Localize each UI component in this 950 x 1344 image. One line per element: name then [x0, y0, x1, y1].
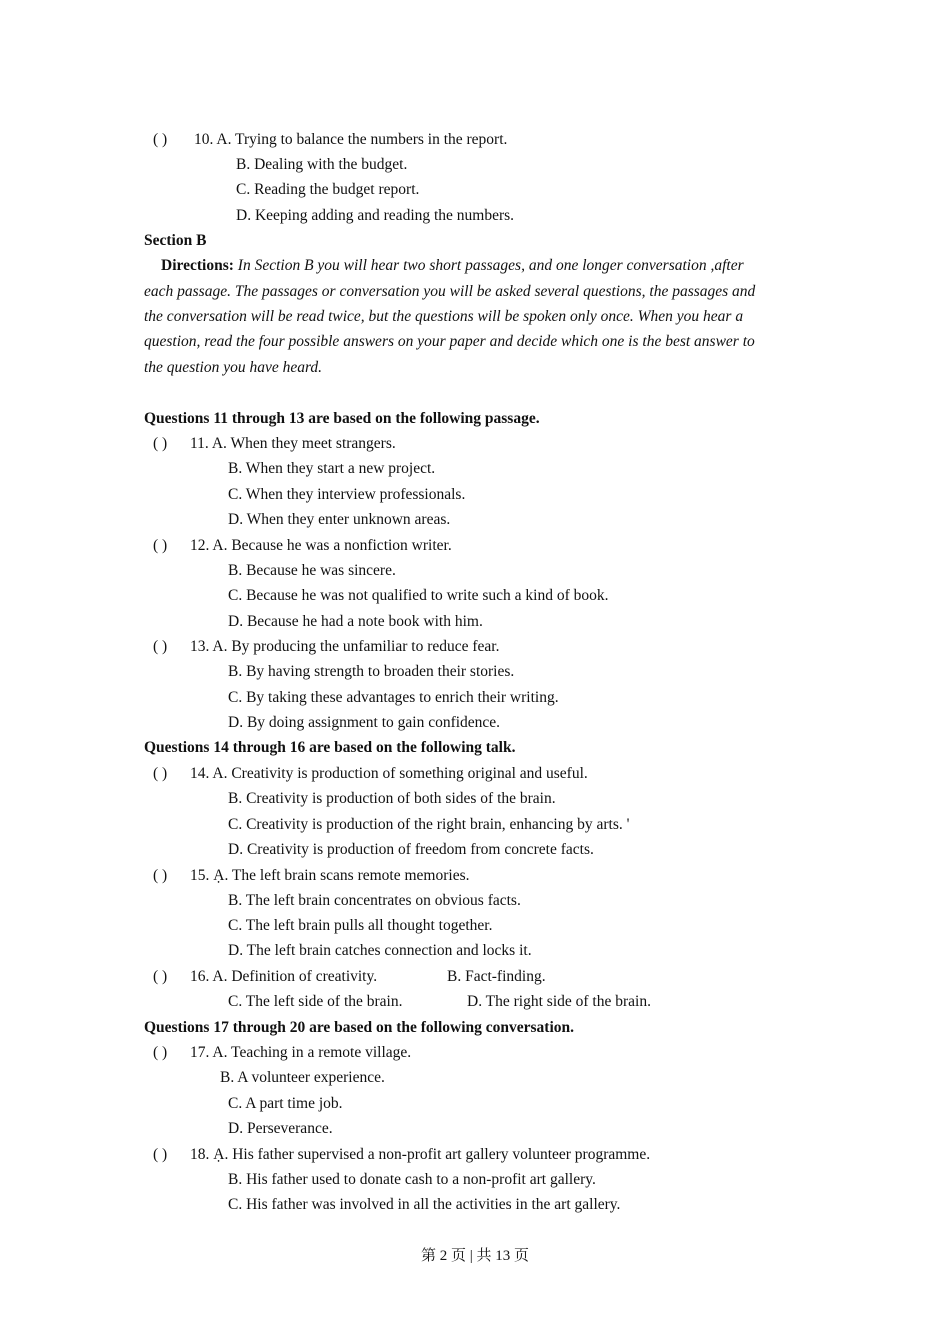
option: D. Creativity is production of freedom from concrete facts.	[228, 841, 594, 858]
directions-line: the conversation will be read twice, but the questions will be spoken only once. When you hear a	[144, 308, 744, 325]
option: C. Because he was not qualified to write such a kind of book.	[228, 587, 609, 604]
answer-blank: ( )	[153, 968, 168, 985]
option: D. The left brain catches connection and locks it.	[228, 942, 532, 959]
group-heading: Questions 17 through 20 are based on the following conversation.	[144, 1019, 575, 1036]
question-stem: 17. A. Teaching in a remote village.	[190, 1044, 412, 1061]
directions-line: Directions: In Section B you will hear two short passages, and one longer conversation ,after	[161, 257, 744, 274]
option: B. Creativity is production of both sides of the brain.	[228, 790, 556, 807]
answer-blank: ( )	[153, 765, 168, 782]
option: B. Dealing with the budget.	[236, 156, 408, 173]
option: B. By having strength to broaden their stories.	[228, 663, 515, 680]
option: C. By taking these advantages to enrich their writing.	[228, 689, 559, 706]
option: D. Perseverance.	[228, 1120, 333, 1137]
question-stem: 13. A. By producing the unfamiliar to reduce fear.	[190, 638, 500, 655]
option: C. His father was involved in all the activities in the art gallery.	[228, 1196, 621, 1213]
group-heading: Questions 14 through 16 are based on the following talk.	[144, 739, 516, 756]
answer-blank: ( )	[153, 638, 168, 655]
option: C. Creativity is production of the right brain, enhancing by arts. '	[228, 816, 630, 833]
page-footer: 第 2 页 | 共 13 页	[420, 1248, 529, 1264]
section-heading: Section B	[144, 232, 207, 249]
option: C. A part time job.	[228, 1095, 343, 1112]
question-stem: 15. Ạ. The left brain scans remote memories.	[190, 867, 470, 884]
directions-line: the question you have heard.	[144, 359, 323, 376]
option: B. Because he was sincere.	[228, 562, 396, 579]
option: D. The right side of the brain.	[467, 993, 651, 1010]
answer-blank: ( )	[153, 131, 168, 148]
option: B. The left brain concentrates on obvious facts.	[228, 892, 521, 909]
answer-blank: ( )	[153, 537, 168, 554]
option: C. Reading the budget report.	[236, 181, 420, 198]
question-stem: 16. A. Definition of creativity.	[190, 968, 378, 985]
option: B. A volunteer experience.	[220, 1069, 385, 1086]
option: C. The left brain pulls all thought together.	[228, 917, 493, 934]
group-heading: Questions 11 through 13 are based on the following passage.	[144, 410, 540, 427]
directions-line: each passage. The passages or conversation you will be asked several questions, the passages and	[144, 283, 756, 300]
question-stem: 14. A. Creativity is production of something original and useful.	[190, 765, 588, 782]
option: C. The left side of the brain.	[228, 993, 403, 1010]
answer-blank: ( )	[153, 867, 168, 884]
option: C. When they interview professionals.	[228, 486, 466, 503]
question-stem: 12. A. Because he was a nonfiction writer.	[190, 537, 452, 554]
option: D. Keeping adding and reading the numbers.	[236, 207, 515, 224]
option: B. Fact-finding.	[447, 968, 546, 985]
answer-blank: ( )	[153, 435, 168, 452]
option: D. By doing assignment to gain confidence.	[228, 714, 501, 731]
option: D. Because he had a note book with him.	[228, 613, 483, 630]
directions-line: question, read the four possible answers on your paper and decide which one is the best answer to	[144, 333, 755, 350]
question-stem: 18. Ạ. His father supervised a non-profit art gallery volunteer programme.	[190, 1146, 651, 1163]
question-stem: 11. A. When they meet strangers.	[190, 435, 396, 452]
option: B. His father used to donate cash to a non-profit art gallery.	[228, 1171, 596, 1188]
answer-blank: ( )	[153, 1146, 168, 1163]
question-stem: 10. A. Trying to balance the numbers in the report.	[194, 131, 508, 148]
option: B. When they start a new project.	[228, 460, 436, 477]
answer-blank: ( )	[153, 1044, 168, 1061]
directions-label: Directions:	[161, 257, 234, 274]
option: D. When they enter unknown areas.	[228, 511, 451, 528]
